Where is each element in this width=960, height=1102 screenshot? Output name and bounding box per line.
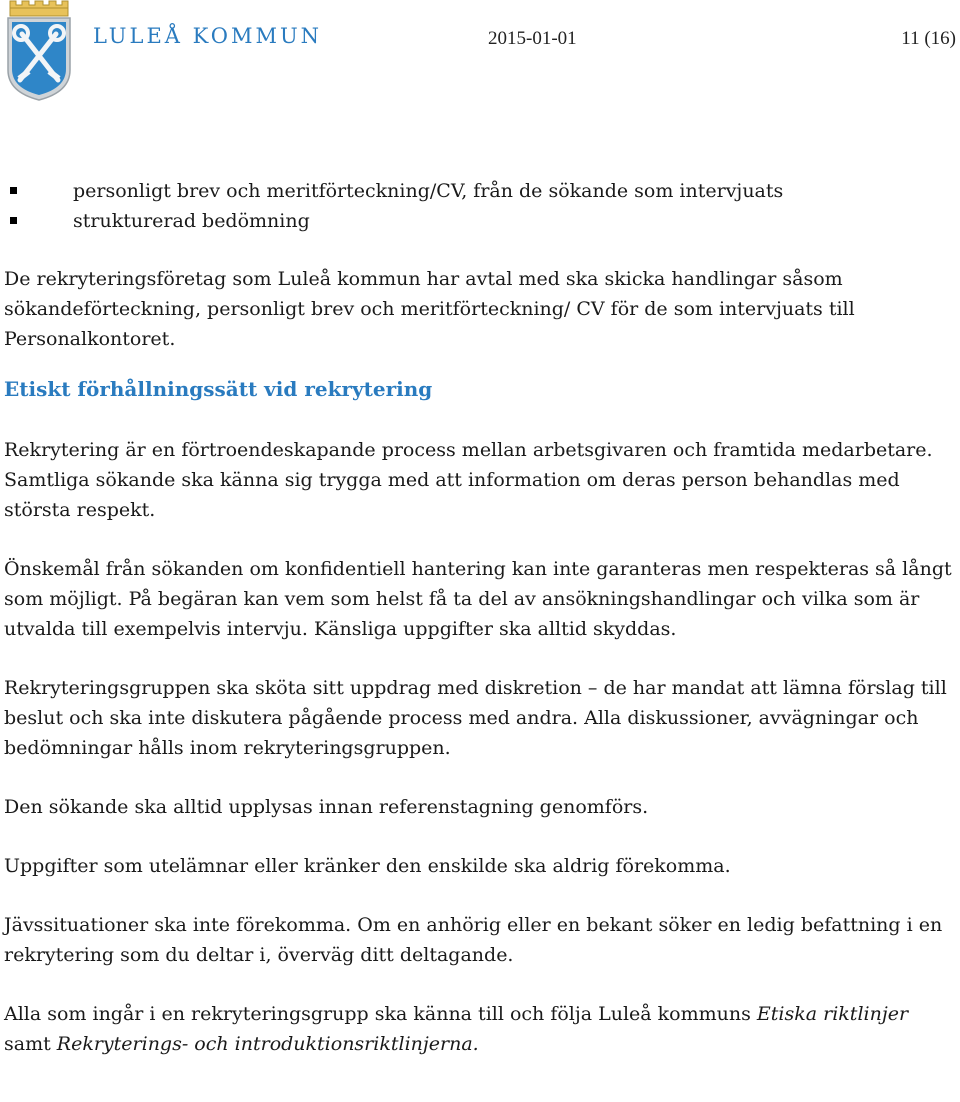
page-header: [0, 0, 960, 110]
list-item: [4, 176, 954, 206]
paragraph-confidentiality: Önskemål från sökanden om konfidentiell hantering kan inte garanteras men respekteras så långt som möjligt. På begäran kan vem som helst få ta del av ansökningshandlingar och vilka som är utvalda till exempelvis intervju. Känsliga uppgifter ska alltid skyddas.: [4, 558, 952, 640]
document-body: [4, 176, 954, 1059]
list-item-text: strukturerad bedömning: [73, 210, 310, 232]
paragraph-no-offending-info: Uppgifter som utelämnar eller kränker den enskilde ska aldrig förekomma.: [4, 855, 731, 877]
section-heading: Etiskt förhållningssätt vid rekrytering: [4, 377, 433, 401]
paragraph-discretion: Rekryteringsgruppen ska sköta sitt uppdrag med diskretion – de har mandat att lämna förslag till beslut och ska inte diskutera pågående process med andra. Alla diskussioner, avvägningar och bedömningar hålls inom rekryteringsgruppen.: [4, 677, 947, 759]
document-date: 2015-01-01: [488, 28, 577, 49]
square-bullet-icon: [10, 187, 17, 194]
list-item-text: personligt brev och meritförteckning/CV, från de sökande som intervjuats: [73, 180, 784, 202]
square-bullet-icon: [10, 217, 17, 224]
recruitment-guidelines-title: Rekryterings- och introduktionsriktlinjerna.: [56, 1033, 479, 1055]
municipality-name: LULEÅ KOMMUN: [93, 24, 323, 48]
ethics-guidelines-title: Etiska riktlinjer: [756, 1003, 909, 1025]
paragraph-references: Den sökande ska alltid upplysas innan referenstagning genomförs.: [4, 796, 649, 818]
guidelines-text: samt: [4, 1033, 57, 1055]
lulea-coat-of-arms-icon: [4, 0, 74, 104]
paragraph-conflict-of-interest: Jävssituationer ska inte förekomma. Om en anhörig eller en bekant söker en ledig befattning i en rekrytering som du deltar i, överväg ditt deltagande.: [4, 914, 943, 966]
paragraph-recruitment-agencies: De rekryteringsföretag som Luleå kommun har avtal med ska skicka handlingar såsom sökandeförteckning, personligt brev och meritförteckning/ CV för de som intervjuats till Personalkontoret.: [4, 268, 855, 350]
page-number: 11 (16): [901, 28, 956, 49]
paragraph-trust-process: Rekrytering är en förtroendeskapande process mellan arbetsgivaren och framtida medarbetare. Samtliga sökande ska känna sig trygga med att information om deras person behandlas med största respekt.: [4, 439, 933, 521]
list-item: [4, 206, 954, 236]
paragraph-guidelines: [4, 999, 954, 1059]
bullet-list: [4, 176, 954, 236]
guidelines-text: Alla som ingår i en rekryteringsgrupp ska känna till och följa Luleå kommuns: [4, 1003, 757, 1025]
